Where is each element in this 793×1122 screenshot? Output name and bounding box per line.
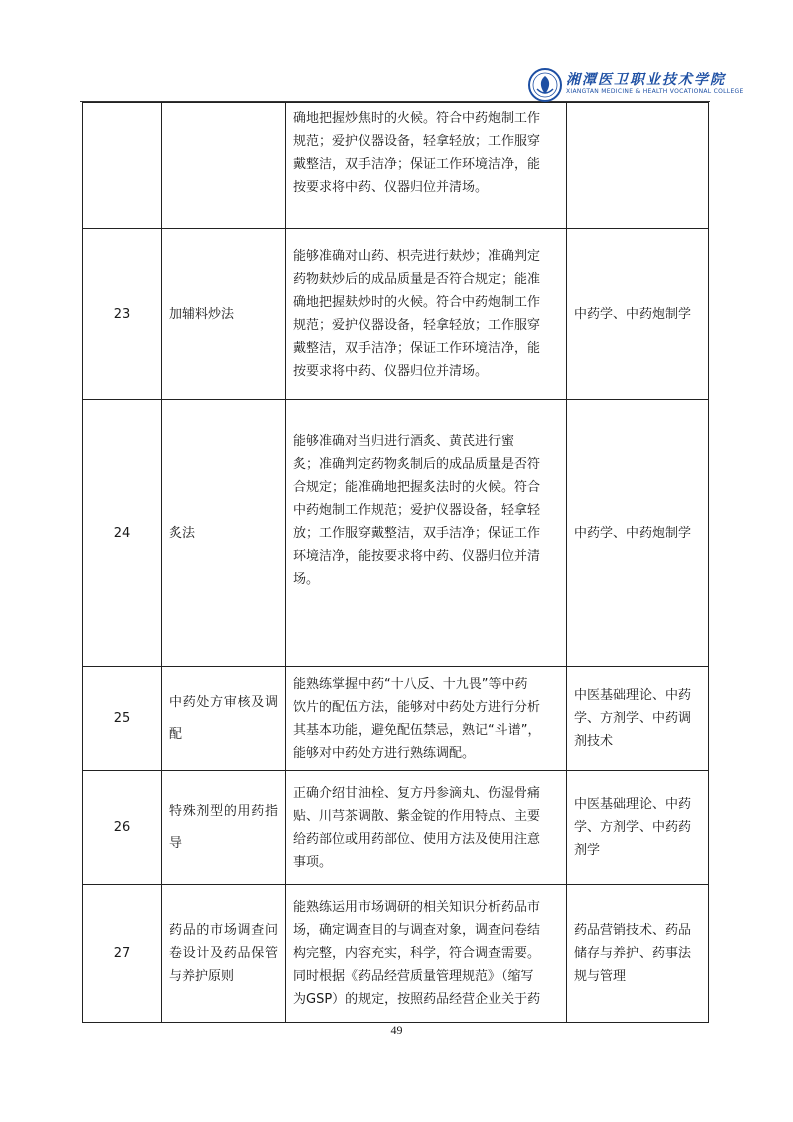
table-row — [83, 229, 709, 400]
table-row — [83, 667, 709, 771]
college-emblem-icon — [528, 68, 562, 102]
row-number: 23 — [83, 229, 162, 400]
skills-table — [82, 102, 709, 1023]
page-number: 49 — [390, 1023, 403, 1037]
item-name: 加辅料炒法 — [162, 229, 286, 400]
item-description: 能够准确对山药、枳壳进行麸炒；准确判定 药物麸炒后的成品质量是否符合规定；能准 确地把握麸炒时的火候。符合中药炮制工作 规范；爱护仪器设备，轻拿轻放；工作服穿 戴整洁，双手洁净；保证工作环境洁净，能 按要求将中药、仪器归位并清场。 — [286, 229, 567, 400]
row-number — [83, 103, 162, 229]
table-row — [83, 400, 709, 667]
item-description: 能熟练运用市场调研的相关知识分析药品市 场，确定调查目的与调查对象，调查问卷结 构完整，内容充实，科学，符合调查需要。 同时根据《药品经营质量管理规范》（缩写 为GSP）的规定，按照药品经营企业关于药 — [286, 885, 567, 1023]
row-number: 24 — [83, 400, 162, 667]
item-name: 中药处方审核及调配 — [162, 667, 286, 771]
related-courses: 药品营销技术、药品储存与养护、药事法规与管理 — [567, 885, 709, 1023]
related-courses: 中医基础理论、中药学、方剂学、中药调剂技术 — [567, 667, 709, 771]
row-number: 26 — [83, 771, 162, 885]
item-name: 药品的市场调查问卷设计及药品保管与养护原则 — [162, 885, 286, 1023]
table-row — [83, 103, 709, 229]
related-courses: 中药学、中药炮制学 — [567, 400, 709, 667]
row-number: 25 — [83, 667, 162, 771]
item-description: 正确介绍甘油栓、复方丹参滴丸、伤湿骨痛 贴、川芎茶调散、紫金锭的作用特点、主要 给药部位或用药部位、使用方法及使用注意 事项。 — [286, 771, 567, 885]
row-number: 27 — [83, 885, 162, 1023]
related-courses: 中药学、中药炮制学 — [567, 229, 709, 400]
table-row — [83, 771, 709, 885]
table-row — [83, 885, 709, 1023]
college-logo — [528, 65, 744, 105]
college-name-english: XIANGTAN MEDICINE & HEALTH VOCATIONAL COLLEGE — [566, 88, 744, 95]
item-description: 确地把握炒焦时的火候。符合中药炮制工作 规范；爱护仪器设备，轻拿轻放；工作服穿 戴整洁，双手洁净；保证工作环境洁净，能 按要求将中药、仪器归位并清场。 — [286, 103, 567, 229]
item-name — [162, 103, 286, 229]
related-courses — [567, 103, 709, 229]
item-description: 能熟练掌握中药“十八反、十九畏”等中药 饮片的配伍方法，能够对中药处方进行分析 其基本功能，避免配伍禁忌，熟记“斗谱”， 能够对中药处方进行熟练调配。 — [286, 667, 567, 771]
item-name: 炙法 — [162, 400, 286, 667]
item-name: 特殊剂型的用药指导 — [162, 771, 286, 885]
item-description: 能够准确对当归进行酒炙、黄芪进行蜜 炙；准确判定药物炙制后的成品质量是否符 合规定；能准确地把握炙法时的火候。符合 中药炮制工作规范；爱护仪器设备，轻拿轻 放；工作服穿戴整洁，双手洁净；保证工作 环境洁净，能按要求将中药、仪器归位并清 场。 — [286, 400, 567, 667]
college-name: 湘潭医卫职业技术学院 — [566, 72, 726, 88]
related-courses: 中医基础理论、中药学、方剂学、中药药剂学 — [567, 771, 709, 885]
